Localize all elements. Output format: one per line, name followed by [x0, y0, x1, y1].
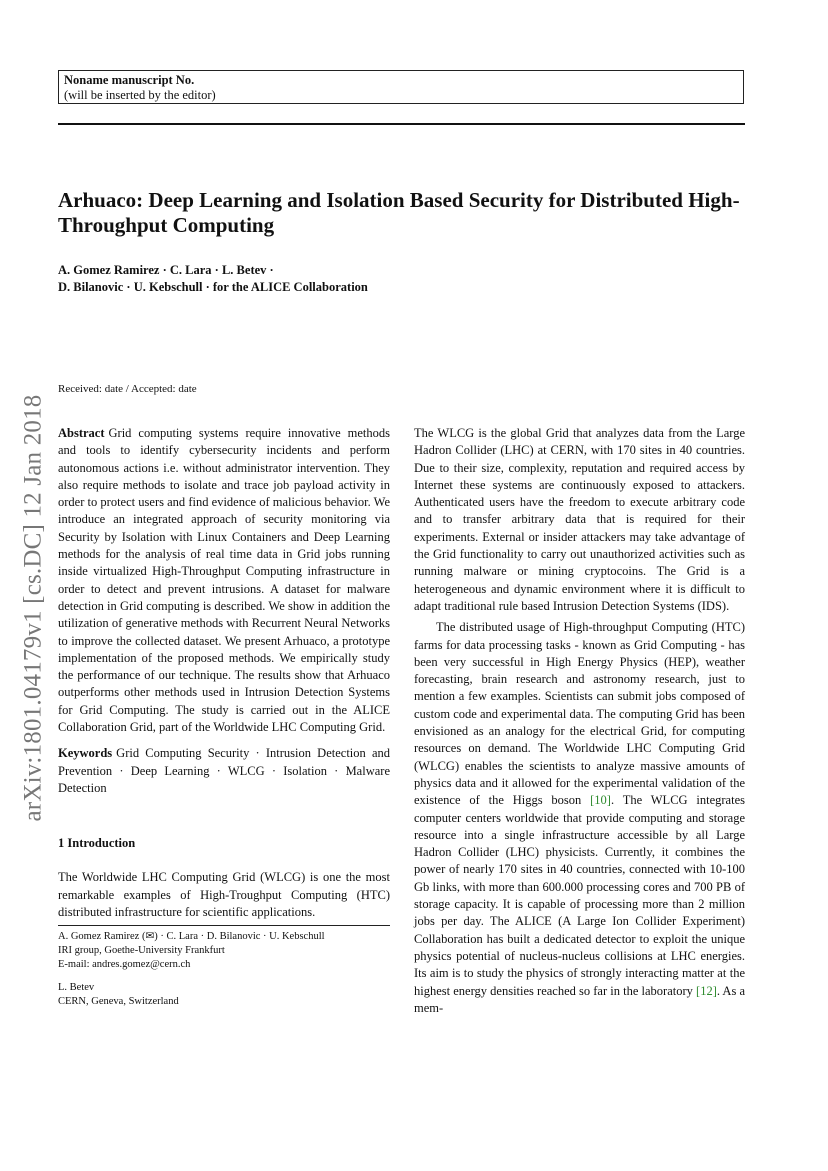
paper-title: Arhuaco: Deep Learning and Isolation Based Security for Distributed High-Throughput Computing — [58, 188, 740, 237]
section-heading-introduction: 1 Introduction — [58, 836, 136, 851]
manuscript-number-box — [58, 70, 744, 104]
citation-link-10[interactable]: [10] — [590, 793, 611, 808]
affiliation-authors: A. Gomez Ramirez (✉) · C. Lara · D. Bilanovic · U. Kebschull — [58, 931, 325, 943]
author-list — [58, 262, 758, 296]
footnote-rule — [58, 925, 390, 926]
editor-note: (will be inserted by the editor) — [64, 88, 216, 102]
citation-link-12[interactable]: [12] — [696, 983, 717, 998]
header-rule — [58, 123, 745, 125]
abstract-text: Grid computing systems require innovative methods and tools to identify cybersecurity incidents and perform autonomous actions i.e. without administrator intervention. They also require methods to isolate and trace job payload activity in order to protect users and find evidence of malicious behavior. We introduce an integrated approach of security monitoring via Security by Isolation with Linux Containers and Deep Learning methods for the analysis of real time data in Grid jobs running inside virtualized High-Throughput Computing infrastructure in order to detect and prevent intrusions. A dataset for malware detection in Grid computing is described. We show in addition the utilization of generative methods with Recurrent Neural Networks to improve the collected dataset. We present Arhuaco, a prototype implementation of the proposed methods. We empirically study the performance of our technique. The results show that Arhuaco outperforms other methods used in Intrusion Detection Systems for Grid Computing. The study is carried out in the ALICE Collaboration Grid, part of the Worldwide LHC Computing Grid. — [58, 426, 390, 735]
wlcg-paragraph: The WLCG is the global Grid that analyzes data from the Large Hadron Collider (LHC) at CERN, with 170 sites in 40 countries. Due to their size, complexity, reputation and required access by Internet these systems are continuously exposed to attackers. Authenticated users have the freedom to execute arbitrary code and to transfer arbitrary data that is required for their experiments. External or insider attackers may take advantage of the Grid functionality to carry out unauthorized activities such as running malware or mining cryptocoins. The Grid is a heterogeneous and dynamic environment where it is difficult to adapt traditional rule based Intrusion Detection Systems (IDS). — [414, 426, 745, 613]
affiliation-author-betev: L. Betev — [58, 982, 95, 994]
keywords-label: Keywords — [58, 746, 113, 761]
keywords-text: Grid Computing Security · Intrusion Detection and Prevention · Deep Learning · WLCG · Isolation · Malware Detection — [58, 746, 390, 795]
intro-paragraph: The Worldwide LHC Computing Grid (WLCG) is one the most remarkable examples of High-Troughput Computing (HTC) distributed infrastructure for scientific applications. — [58, 870, 390, 919]
author-line-1: A. Gomez Ramirez · C. Lara · L. Betev · — [58, 263, 274, 277]
htc-text-part-3: . As a mem- — [414, 983, 745, 1015]
affiliation-cern — [58, 981, 390, 1009]
keywords — [58, 745, 390, 797]
abstract — [58, 425, 390, 736]
affiliation-frankfurt — [58, 930, 390, 972]
htc-paragraph — [414, 619, 745, 1017]
received-date: Received: date / Accepted: date — [58, 383, 197, 395]
right-column — [414, 425, 745, 1017]
arxiv-sidebar-stamp — [16, 367, 50, 849]
affiliation-email: E-mail: andres.gomez@cern.ch — [58, 959, 191, 971]
affiliation-cern-location: CERN, Geneva, Switzerland — [58, 996, 179, 1008]
left-column — [58, 425, 390, 1009]
affiliation-institution: IRI group, Goethe-University Frankfurt — [58, 945, 225, 957]
abstract-label: Abstract — [58, 426, 105, 440]
htc-text-part-2: . The WLCG integrates computer centers worldwide that provide computing and storage resource into a single infrastructure accessible by all Large Hadron Collider (LHC) physicists. Currently, it combines the power of nearly 170 sites in 40 countries, connected with 10-100 Gb links, with more than 600.000 processing cores and 700 PB of storage capacity. It is capable of processing more than 2 million jobs per day. The ALICE (A Large Ion Collider Experiment) Collaboration has built a dedicated detector to exploit the unique physics potential of nucleus-nucleus collisions at LHC energies. Its aim is to study the physics of strongly interacting matter at the highest energy densities reached so far in the laboratory — [414, 793, 745, 998]
author-line-2: D. Bilanovic · U. Kebschull · for the ALICE Collaboration — [58, 280, 368, 294]
htc-text-part-1: The distributed usage of High-throughput Computing (HTC) farms for data processing tasks - known as Grid Computing - has been very successful in High Energy Physics (HEP), weather forecasting, brain research and astronomy research, just to mention a few examples. Scientists can submit jobs composed of custom code and experimental data. The computing Grid has been envisioned as an analogy for the electrical Grid, for computing resources on demand. The Worldwide LHC Computing Grid (WLCG) enables the scientists to analyze massive amounts of physics data and it allowed for the experimental validation of the existence of the Higgs boson — [414, 620, 745, 808]
arxiv-identifier: arXiv:1801.04179v1 [cs.DC] 12 Jan 2018 — [19, 394, 46, 822]
manuscript-label: Noname manuscript No. — [64, 73, 195, 87]
